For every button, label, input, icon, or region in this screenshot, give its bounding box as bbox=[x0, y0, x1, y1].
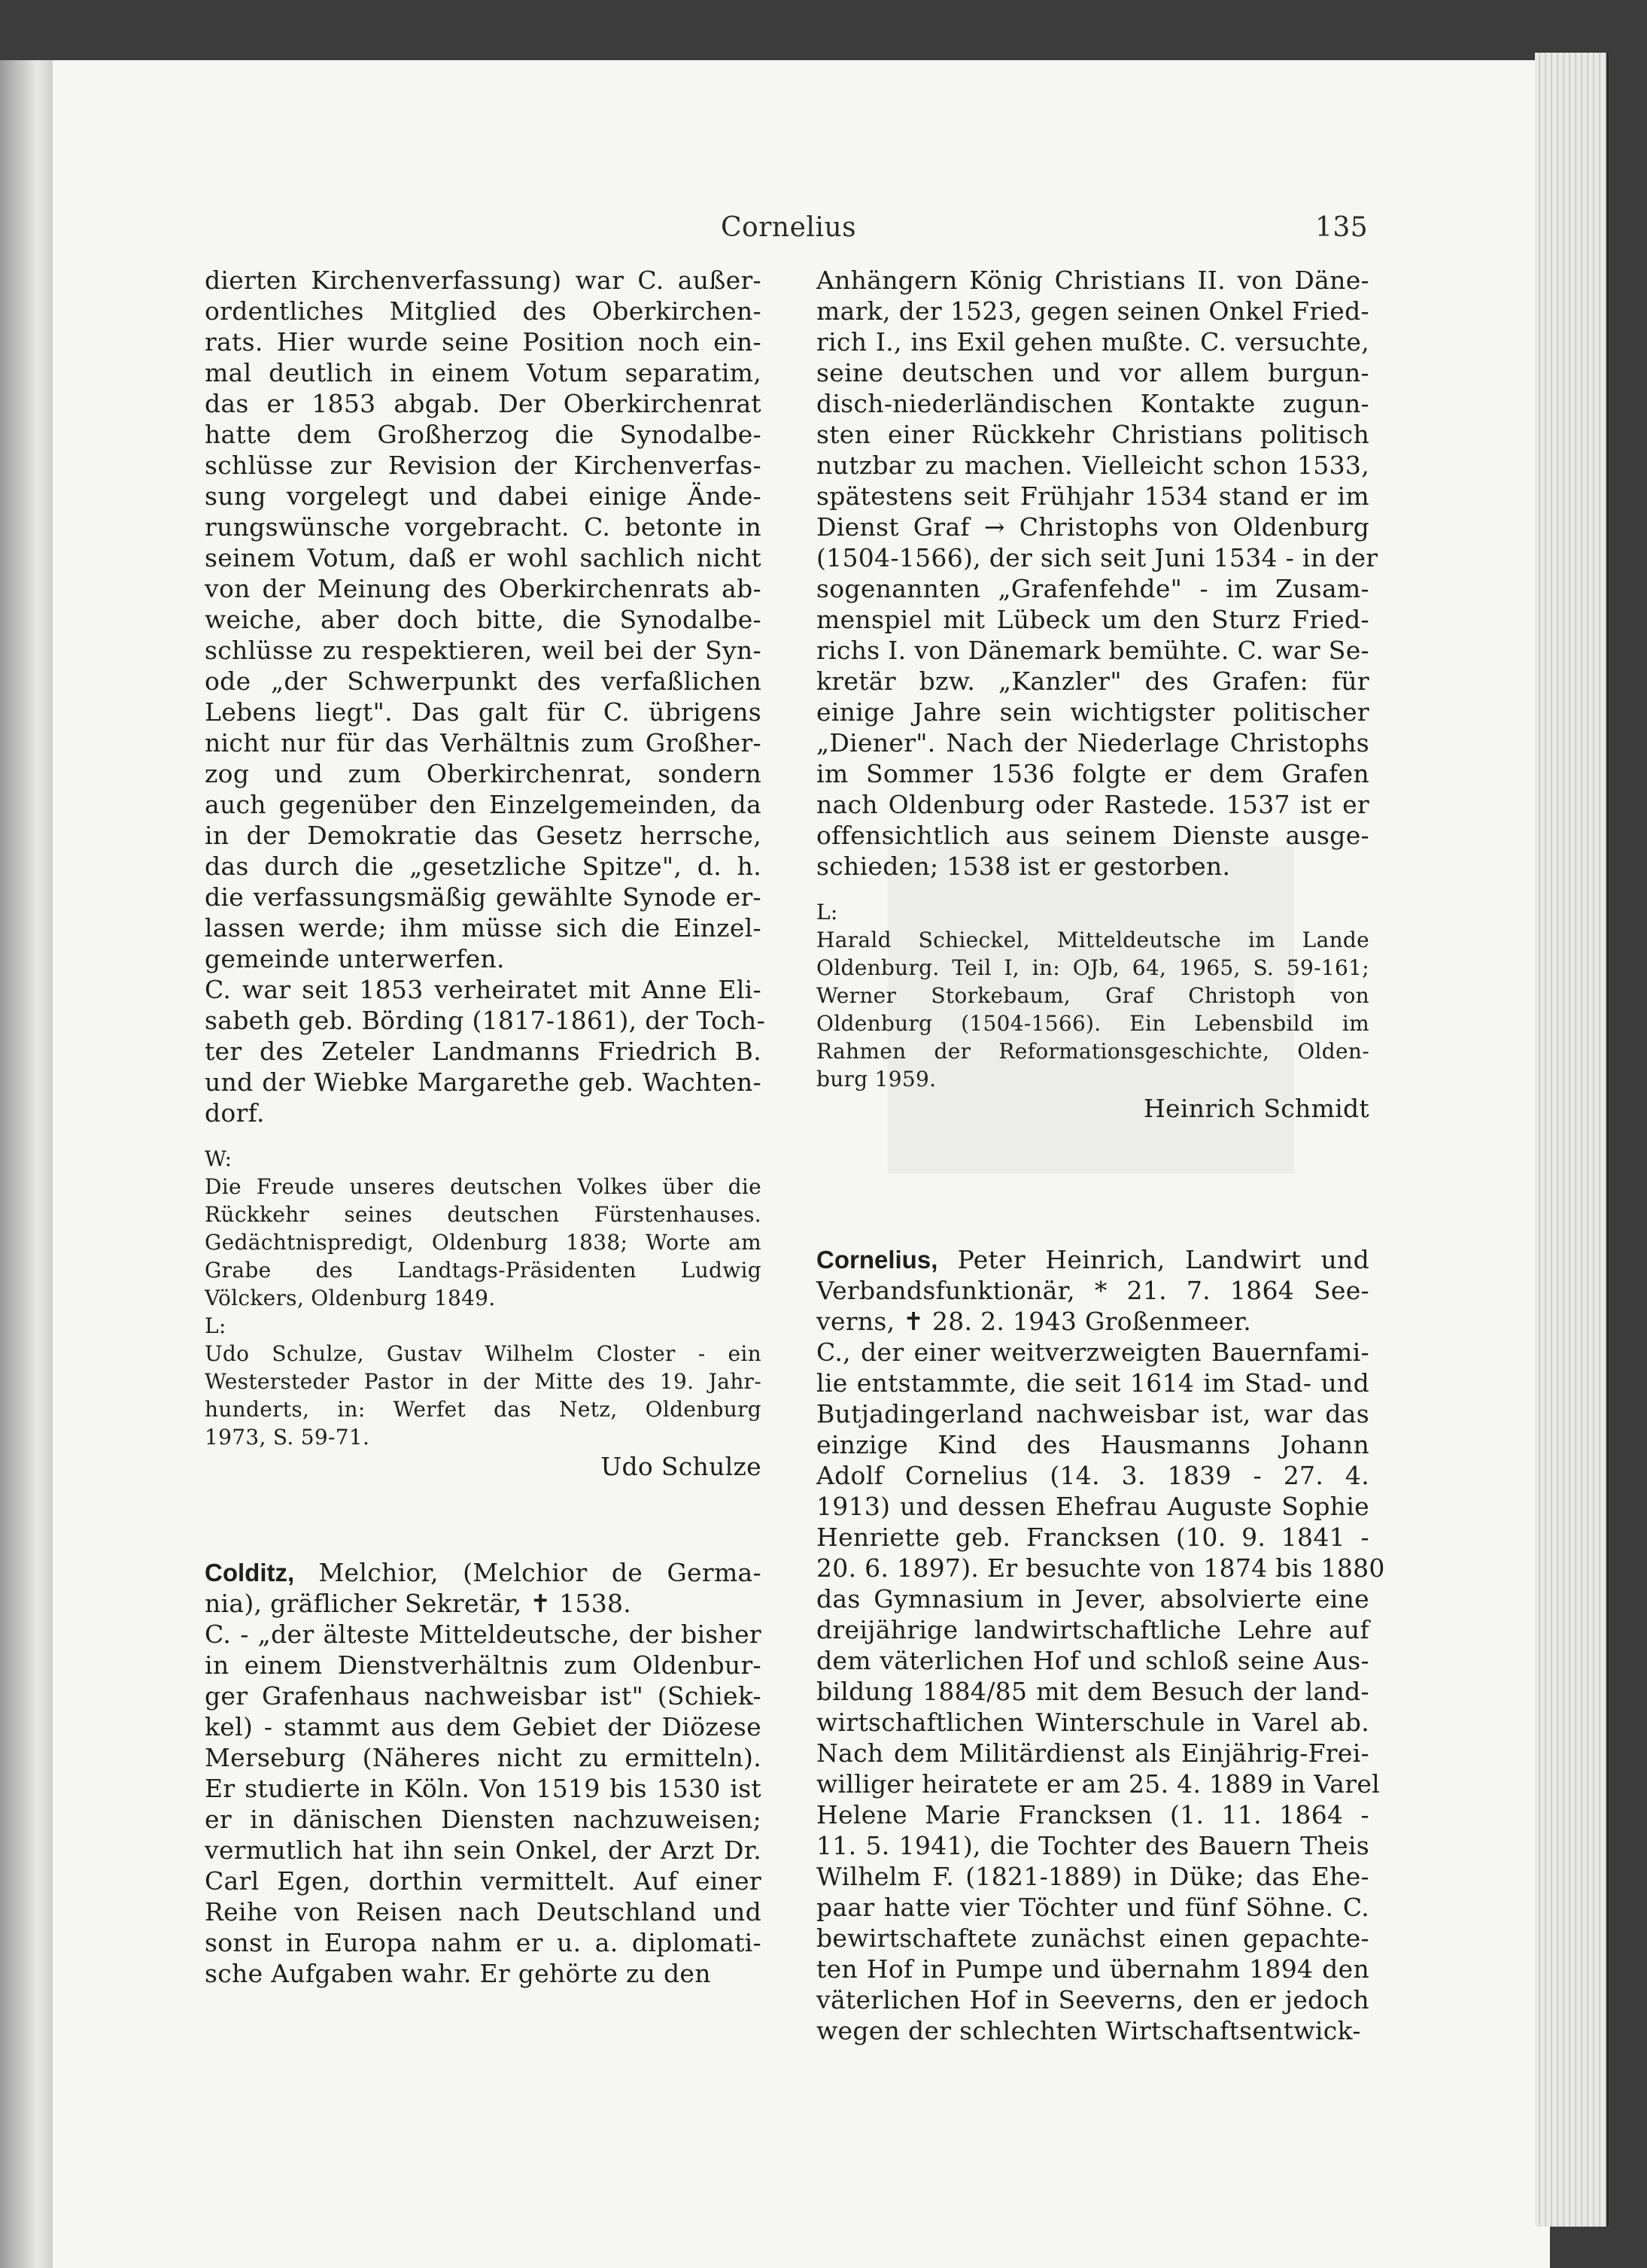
body-line: kel) - stammt aus dem Gebiet der Diözese bbox=[205, 1712, 761, 1741]
body-line: (1504-1566), der sich seit Juni 1534 - in der bbox=[816, 543, 1378, 572]
body-line: offensichtlich aus seinem Dienste ausge- bbox=[816, 821, 1369, 850]
body-line: einige Jahre sein wichtigster politischer bbox=[816, 697, 1369, 727]
body-line: schlüsse zur Revision der Kirchenverfas- bbox=[205, 451, 761, 480]
body-line: Carl Egen, dorthin vermittelt. Auf einer bbox=[205, 1866, 761, 1896]
body-line: rats. Hier wurde seine Position noch ein- bbox=[205, 327, 761, 357]
facing-page-edge bbox=[0, 60, 53, 2268]
entry-lemma: Colditz, bbox=[205, 1559, 295, 1586]
literature-label: L: bbox=[816, 900, 838, 925]
body-line: gemeinde unterwerfen. bbox=[205, 944, 505, 973]
body-line: Er studierte in Köln. Von 1519 bis 1530 ist bbox=[205, 1774, 761, 1803]
body-line: das Gymnasium in Jever, absolvierte eine bbox=[816, 1584, 1369, 1614]
body-line: kretär bzw. „Kanzler" des Grafen: für bbox=[816, 666, 1369, 696]
body-line: bewirtschaftete zunächst einen gepachte- bbox=[816, 1923, 1369, 1953]
entry-heading bbox=[816, 1244, 1369, 1275]
body-line: schieden; 1538 ist er gestorben. bbox=[816, 852, 1231, 881]
body-line: Verbandsfunktionär, * 21. 7. 1864 See- bbox=[816, 1276, 1369, 1305]
body-line: zog und zum Oberkirchenrat, sondern bbox=[205, 759, 761, 788]
works-line: Rückkehr seines deutschen Fürstenhauses. bbox=[205, 1202, 761, 1227]
body-line: C., der einer weitverzweigten Bauernfami- bbox=[816, 1337, 1369, 1367]
page-edges bbox=[1535, 53, 1609, 2227]
body-line: dem väterlichen Hof und schloß seine Aus- bbox=[816, 1646, 1369, 1675]
body-line: wirtschaftlichen Winterschule in Varel ab. bbox=[816, 1708, 1369, 1737]
works-label: W: bbox=[205, 1146, 232, 1171]
literature-line: Oldenburg (1504-1566). Ein Lebensbild im bbox=[816, 1011, 1369, 1036]
body-line: williger heiratete er am 25. 4. 1889 in Varel bbox=[816, 1769, 1381, 1799]
body-line: nia), gräflicher Sekretär, ✝ 1538. bbox=[205, 1589, 632, 1618]
body-line: nach Oldenburg oder Rastede. 1537 ist er bbox=[816, 790, 1369, 819]
body-line: im Sommer 1536 folgte er dem Grafen bbox=[816, 759, 1369, 788]
author-signature: Udo Schulze bbox=[600, 1452, 761, 1481]
right-column bbox=[816, 265, 1385, 2046]
body-line: „Diener". Nach der Niederlage Christophs bbox=[816, 728, 1369, 758]
body-line: das er 1853 abgab. Der Oberkirchenrat bbox=[205, 389, 761, 418]
body-line: lie entstammte, die seit 1614 im Stad- und bbox=[816, 1368, 1369, 1398]
body-line: verns, ✝ 28. 2. 1943 Großenmeer. bbox=[816, 1307, 1252, 1336]
body-line: dorf. bbox=[205, 1098, 265, 1128]
body-line: 20. 6. 1897). Er besuchte von 1874 bis 1880 bbox=[816, 1553, 1385, 1583]
literature-line: Harald Schieckel, Mitteldeutsche im Lande bbox=[816, 928, 1369, 952]
body-line: Nach dem Militärdienst als Einjährig-Frei- bbox=[816, 1738, 1369, 1768]
body-line: in einem Dienstverhältnis zum Oldenbur- bbox=[205, 1650, 761, 1680]
running-header-title: Cornelius bbox=[721, 212, 857, 243]
body-line: lassen werde; ihm müsse sich die Einzel- bbox=[205, 913, 761, 943]
body-line: Dienst Graf → Christophs von Oldenburg bbox=[816, 512, 1369, 542]
spacer bbox=[816, 1199, 1369, 1244]
body-line: ten Hof in Pumpe und übernahm 1894 den bbox=[816, 1954, 1369, 1984]
body-line: spätestens seit Frühjahr 1534 stand er im bbox=[816, 481, 1369, 511]
body-line: auch gegenüber den Einzelgemeinden, da bbox=[205, 790, 761, 819]
body-line: bildung 1884/85 mit dem Besuch der land- bbox=[816, 1677, 1369, 1706]
body-line: C. - „der älteste Mitteldeutsche, der bisher bbox=[205, 1620, 761, 1649]
spacer bbox=[816, 1124, 1369, 1199]
literature-line: 1973, S. 59-71. bbox=[205, 1425, 370, 1450]
body-line: paar hatte vier Töchter und fünf Söhne. C. bbox=[816, 1893, 1369, 1922]
literature-label: L: bbox=[205, 1313, 226, 1338]
body-line: nutzbar zu machen. Vielleicht schon 1533, bbox=[816, 451, 1369, 480]
body-line: Butjadingerland nachweisbar ist, war das bbox=[816, 1399, 1369, 1429]
body-line: sogenannten „Grafenfehde" - im Zusam- bbox=[816, 574, 1369, 603]
body-line: seinem Votum, daß er wohl sachlich nicht bbox=[205, 543, 761, 572]
works-line: Gedächtnispredigt, Oldenburg 1838; Worte am bbox=[205, 1230, 761, 1255]
body-line: das durch die „gesetzliche Spitze", d. h. bbox=[205, 852, 761, 881]
body-line: ordentliches Mitglied des Oberkirchen- bbox=[205, 296, 761, 326]
body-line: ter des Zeteler Landmanns Friedrich B. bbox=[205, 1037, 761, 1066]
left-column bbox=[205, 265, 766, 1989]
literature-line: Rahmen der Reformationsgeschichte, Olden- bbox=[816, 1039, 1369, 1064]
body-line: die verfassungsmäßig gewählte Synode er- bbox=[205, 882, 761, 912]
body-line: Henriette geb. Francksen (10. 9. 1841 - bbox=[816, 1523, 1369, 1552]
body-line: Reihe von Reisen nach Deutschland und bbox=[205, 1897, 761, 1926]
body-line: von der Meinung des Oberkirchenrats ab- bbox=[205, 574, 761, 603]
entry-heading bbox=[205, 1557, 761, 1588]
body-line: ger Grafenhaus nachweisbar ist" (Schiek- bbox=[205, 1681, 761, 1711]
body-line: mark, der 1523, gegen seinen Onkel Fried- bbox=[816, 296, 1369, 326]
body-line: C. war seit 1853 verheiratet mit Anne Eli- bbox=[205, 975, 761, 1004]
body-line: rungswünsche vorgebracht. C. betonte in bbox=[205, 512, 761, 542]
body-line: sten einer Rückkehr Christians politisch bbox=[816, 420, 1369, 449]
body-line: Adolf Cornelius (14. 3. 1839 - 27. 4. bbox=[816, 1461, 1369, 1490]
literature-line: Udo Schulze, Gustav Wilhelm Closter - ein bbox=[205, 1341, 761, 1366]
body-line: väterlichen Hof in Seeverns, den er jedoch bbox=[816, 1985, 1369, 2014]
literature-line: Werner Storkebaum, Graf Christoph von bbox=[816, 983, 1369, 1008]
author-signature: Heinrich Schmidt bbox=[1143, 1094, 1369, 1123]
entry-heading-rest: Melchior, (Melchior de Germa- bbox=[318, 1558, 761, 1587]
body-line: sung vorgelegt und dabei einige Ände- bbox=[205, 481, 761, 511]
body-line: mal deutlich in einem Votum separatim, bbox=[205, 358, 761, 387]
body-line: Wilhelm F. (1821-1889) in Düke; das Ehe- bbox=[816, 1862, 1369, 1891]
literature-line: Westersteder Pastor in der Mitte des 19. Jahr- bbox=[205, 1369, 761, 1394]
body-line: 11. 5. 1941), die Tochter des Bauern Theis bbox=[816, 1831, 1369, 1860]
body-line: und der Wiebke Margarethe geb. Wachten- bbox=[205, 1067, 761, 1097]
entry-lemma: Cornelius, bbox=[816, 1246, 938, 1274]
body-line: wegen der schlechten Wirtschaftsentwick- bbox=[816, 2016, 1361, 2045]
body-line: ode „der Schwerpunkt des verfaßlichen bbox=[205, 666, 761, 696]
entry-heading-rest: Peter Heinrich, Landwirt und bbox=[957, 1245, 1369, 1274]
literature-line: hunderts, in: Werfet das Netz, Oldenburg bbox=[205, 1397, 761, 1422]
spacer bbox=[205, 1482, 761, 1557]
body-line: in der Demokratie das Gesetz herrsche, bbox=[205, 821, 761, 850]
spacer bbox=[205, 1128, 761, 1145]
body-line: einzige Kind des Hausmanns Johann bbox=[816, 1430, 1369, 1459]
body-line: nicht nur für das Verhältnis zum Großher- bbox=[205, 728, 761, 758]
body-line: Anhängern König Christians II. von Däne- bbox=[816, 266, 1369, 295]
body-line: schlüsse zu respektieren, weil bei der Syn- bbox=[205, 636, 761, 665]
body-line: hatte dem Großherzog die Synodalbe- bbox=[205, 420, 761, 449]
literature-line: Oldenburg. Teil I, in: OJb, 64, 1965, S. 59-161; bbox=[816, 955, 1369, 980]
page-number: 135 bbox=[1315, 212, 1369, 243]
body-line: Merseburg (Näheres nicht zu ermitteln). bbox=[205, 1743, 761, 1772]
body-line: sche Aufgaben wahr. Er gehörte zu den bbox=[205, 1959, 711, 1988]
body-line: sonst in Europa nahm er u. a. diplomati- bbox=[205, 1928, 761, 1957]
body-line: vermutlich hat ihn sein Onkel, der Arzt Dr. bbox=[205, 1835, 761, 1865]
body-line: richs I. von Dänemark bemühte. C. war Se- bbox=[816, 636, 1369, 665]
body-line: sabeth geb. Börding (1817-1861), der Toch- bbox=[205, 1006, 766, 1035]
body-line: rich I., ins Exil gehen mußte. C. versuchte, bbox=[816, 327, 1369, 357]
body-line: dreijährige landwirtschaftliche Lehre auf bbox=[816, 1615, 1369, 1644]
spacer bbox=[816, 882, 1369, 898]
body-line: dierten Kirchenverfassung) war C. außer- bbox=[205, 266, 761, 295]
literature-line: burg 1959. bbox=[816, 1067, 937, 1091]
body-line: Helene Marie Francksen (1. 11. 1864 - bbox=[816, 1800, 1369, 1829]
works-line: Völckers, Oldenburg 1849. bbox=[205, 1286, 496, 1310]
body-line: Lebens liegt". Das galt für C. übrigens bbox=[205, 697, 761, 727]
works-line: Die Freude unseres deutschen Volkes über die bbox=[205, 1174, 761, 1199]
body-line: weiche, aber doch bitte, die Synodalbe- bbox=[205, 605, 761, 634]
body-line: 1913) und dessen Ehefrau Auguste Sophie bbox=[816, 1492, 1369, 1521]
body-line: seine deutschen und vor allem burgun- bbox=[816, 358, 1369, 387]
body-line: menspiel mit Lübeck um den Sturz Fried- bbox=[816, 605, 1369, 634]
body-line: er in dänischen Diensten nachzuweisen; bbox=[205, 1805, 761, 1834]
works-line: Grabe des Landtags-Präsidenten Ludwig bbox=[205, 1258, 761, 1283]
body-line: disch-niederländischen Kontakte zugun- bbox=[816, 389, 1369, 418]
